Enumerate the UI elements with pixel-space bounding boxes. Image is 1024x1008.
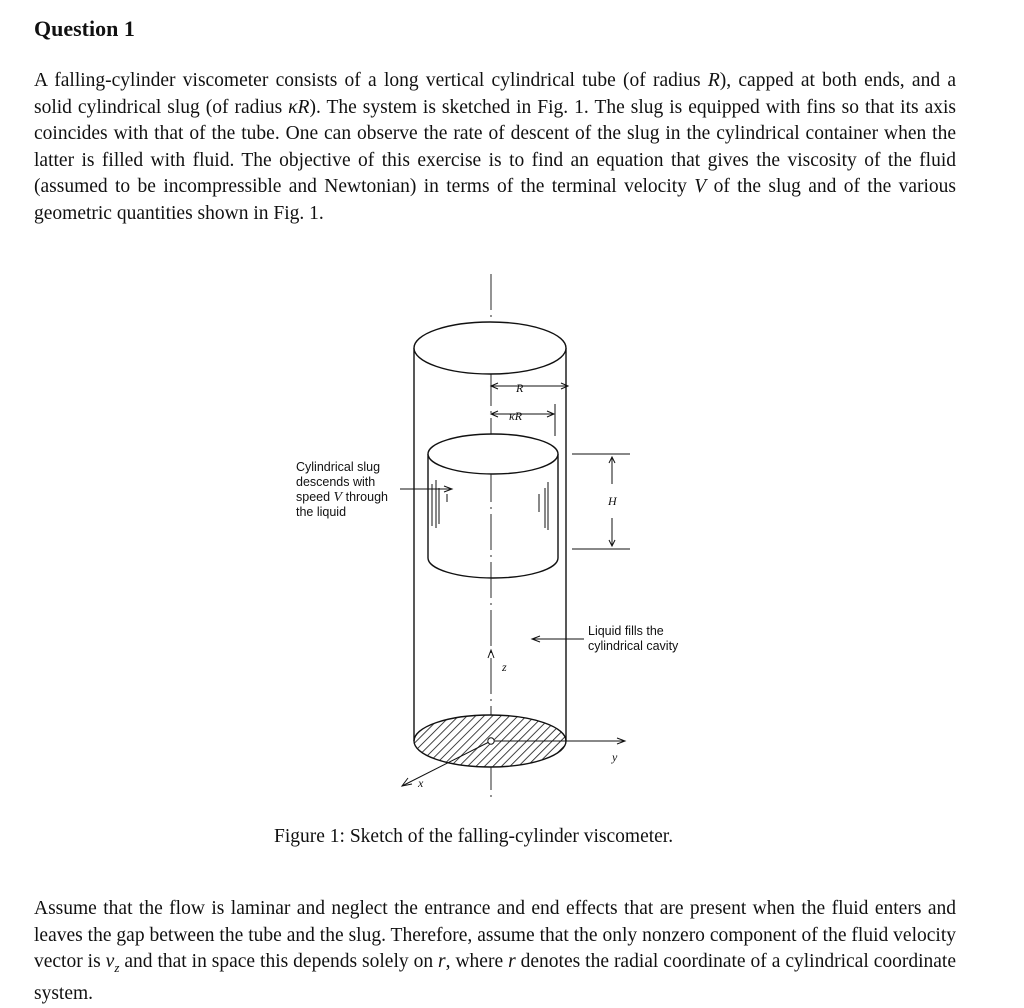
dim-kappaR-arrow bbox=[491, 404, 555, 436]
intro-text-4: of the slug and of the various geometric quantities shown in Fig. 1. bbox=[34, 176, 956, 224]
intro-text-2: ), capped at both ends, and a solid cylindrical slug (of radius bbox=[34, 70, 956, 118]
slug-leader-arrow bbox=[400, 486, 452, 492]
label-kappa-R: κR bbox=[509, 409, 523, 423]
liquid-label-line-2: cylindrical cavity bbox=[588, 639, 679, 653]
viscometer-sketch bbox=[280, 266, 720, 806]
liquid-label-line-1: Liquid fills the bbox=[588, 624, 664, 638]
question-title: Question 1 bbox=[34, 16, 135, 41]
tube-top-ellipse bbox=[414, 322, 566, 374]
symbol-r-1: r bbox=[438, 951, 446, 972]
symbol-vz-subscript: z bbox=[114, 959, 120, 975]
slug-label-line-3: speed V through bbox=[296, 490, 388, 505]
label-R: R bbox=[516, 381, 524, 395]
slug-label-V: V bbox=[333, 490, 343, 505]
viscometer-figure bbox=[280, 266, 720, 806]
slug-label bbox=[296, 460, 388, 520]
assumption-paragraph bbox=[34, 896, 956, 1008]
dim-R-arrow bbox=[491, 383, 568, 389]
symbol-r-2: r bbox=[508, 951, 516, 972]
slug-label-line-4: the liquid bbox=[296, 505, 347, 519]
assume-text-1: Assume that the flow is laminar and neglect the entrance and end effects that are present when the fluid enters and leaves the gap between the tube and the slug. Therefore, assume that the only nonzero component of the fluid velocity vector is bbox=[34, 898, 956, 972]
figure-caption: Figure 1: Sketch of the falling-cylinder viscometer. bbox=[274, 826, 674, 847]
symbol-R: R bbox=[707, 70, 720, 91]
label-x: x bbox=[418, 776, 424, 790]
symbol-vz: v bbox=[105, 951, 115, 972]
assume-text-2: and that in space this depends solely on bbox=[119, 951, 439, 972]
label-y: y bbox=[612, 750, 618, 764]
dim-H-arrow bbox=[572, 454, 630, 549]
intro-text-3: ). The system is sketched in Fig. 1. The slug is equipped with fins so that its axis coincides with that of the tube. One can observe the rate of descent of the slug in the cylindrical container when the latter is filled with fluid. The objective of this exercise is to find an equation that gives the viscosity of the fluid (assumed to be incompressible and Newtonian) in terms of the terminal velocity bbox=[34, 96, 957, 197]
assume-text-3: , where bbox=[445, 951, 509, 972]
liquid-label bbox=[588, 624, 678, 654]
slug-top-ellipse bbox=[428, 434, 558, 474]
symbol-kappa-R: κR bbox=[288, 96, 310, 118]
label-H: H bbox=[608, 494, 617, 508]
intro-paragraph bbox=[34, 68, 956, 227]
intro-text-1: A falling-cylinder viscometer consists of a long vertical cylindrical tube (of radius bbox=[34, 70, 708, 91]
label-z: z bbox=[502, 660, 507, 674]
slug-label-line-1: Cylindrical slug bbox=[296, 460, 381, 474]
slug-bottom-arc bbox=[428, 558, 558, 578]
z-axis-arrow bbox=[488, 650, 494, 658]
origin-marker bbox=[488, 738, 494, 744]
symbol-V: V bbox=[694, 176, 707, 197]
slug-label-line-2: descends with bbox=[296, 475, 376, 489]
liquid-leader-arrow bbox=[532, 636, 584, 642]
assume-text-4: denotes the radial coordinate of a cylindrical coordinate system. bbox=[34, 951, 956, 1005]
